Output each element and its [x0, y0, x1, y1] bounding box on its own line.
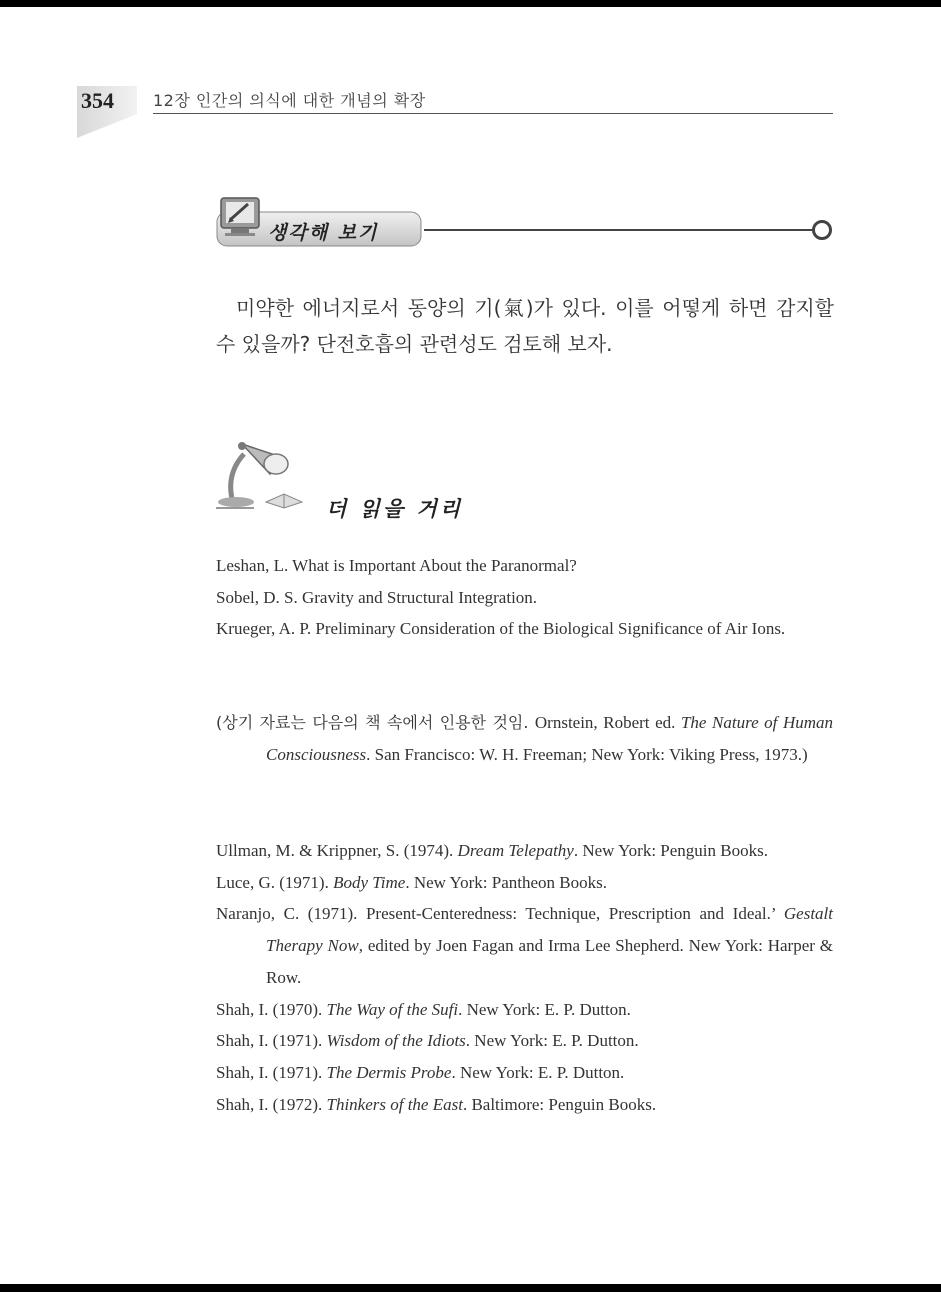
book-title: Gestalt Therapy Now	[266, 904, 833, 956]
reference-item: Luce, G. (1971). Body Time. New York: Pantheon Books.	[216, 872, 607, 892]
header-rule	[153, 113, 833, 114]
bottom-border	[0, 1284, 941, 1292]
reading-section-title: 더 읽을 거리	[326, 497, 464, 521]
reference-item: Naranjo, C. (1971). Present-Centeredness: Technique, Prescription and Ideal.’ Gestalt Therapy Now, edited by Joen Fagan and Irma Lee Shepherd. New York: Harper & Row.	[216, 904, 834, 987]
rule-end-circle	[812, 220, 832, 240]
reference-item: Shah, I. (1971). Wisdom of the Idiots. New York: E. P. Dutton.	[216, 1031, 639, 1051]
book-title: Body Time	[333, 872, 406, 892]
reference-item: Sobel, D. S. Gravity and Structural Integration.	[216, 587, 538, 607]
reference-item: Shah, I. (1972). Thinkers of the East. Baltimore: Penguin Books.	[216, 1094, 657, 1114]
book-title: Wisdom of the Idiots	[326, 1031, 466, 1051]
desk-lamp-book-icon	[214, 436, 314, 516]
reference-list-b	[216, 835, 833, 1120]
note-rest: . San Francisco: W. H. Freeman; New York: Viking Press, 1973.)	[366, 744, 808, 764]
book-title: Dream Telepathy	[457, 841, 574, 860]
running-head: 12장 인간의 의식에 대한 개념의 확장	[153, 91, 426, 110]
reference-list-a	[216, 550, 833, 645]
think-question-text: 미약한 에너지로서 동양의 기(氣)가 있다. 이를 어떻게 하면 감지할 수 있을까? 단전호흡의 관련성도 검토해 보자.	[216, 296, 834, 356]
note-title: The Nature of Human Consciousness	[266, 713, 834, 764]
note-author: Ornstein, Robert ed.	[534, 713, 681, 732]
think-question	[216, 290, 834, 362]
book-title: Thinkers of the East	[326, 1094, 463, 1114]
page-number: 354	[81, 88, 114, 113]
reference-item: Leshan, L. What is Important About the Paranormal?	[216, 556, 577, 575]
reference-item: Ullman, M. & Krippner, S. (1974). Dream Telepathy. New York: Penguin Books.	[216, 841, 768, 860]
book-title: The Way of the Sufi	[326, 999, 459, 1019]
reference-item: Shah, I. (1970). The Way of the Sufi. New York: E. P. Dutton.	[216, 999, 631, 1019]
note-lead: (상기 자료는 다음의 책 속에서 인용한 것임.	[216, 713, 535, 732]
reference-item: Shah, I. (1971). The Dermis Probe. New York: E. P. Dutton.	[216, 1062, 625, 1082]
think-section-rule	[424, 229, 814, 231]
reference-item: Krueger, A. P. Preliminary Consideration of the Biological Significance of Air Ions.	[216, 619, 786, 639]
source-note	[216, 707, 833, 770]
book-title: The Dermis Probe	[326, 1062, 452, 1082]
top-border	[0, 0, 941, 7]
think-section-title: 생각해 보기	[268, 222, 379, 244]
